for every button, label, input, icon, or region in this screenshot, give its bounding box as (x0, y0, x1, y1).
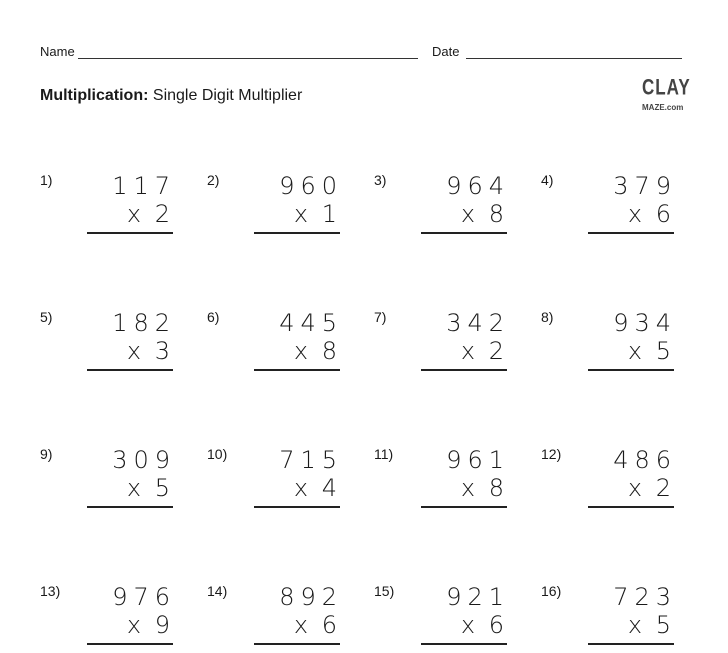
multiplier: x 5 (627, 611, 674, 639)
multiplicand: 723 (613, 583, 677, 611)
problem-13 (40, 583, 176, 653)
problem-10 (207, 446, 343, 516)
problem-number: 12) (541, 446, 562, 462)
multiplicand: 117 (112, 172, 176, 200)
multiplicand: 961 (446, 446, 510, 474)
multiplier: x 8 (460, 200, 507, 228)
multiplicand: 715 (279, 446, 343, 474)
multiplicand: 342 (446, 309, 510, 337)
logo-line2: MAZE.com (642, 103, 684, 112)
problem-number: 14) (207, 583, 228, 599)
answer-line[interactable] (421, 506, 507, 508)
page-title (40, 87, 302, 105)
claymaze-logo (642, 75, 691, 116)
problem-1 (40, 172, 176, 242)
multiplier: x 4 (293, 474, 340, 502)
answer-line[interactable] (254, 506, 340, 508)
multiplier: x 5 (126, 474, 173, 502)
date-field[interactable] (466, 58, 682, 59)
name-label: Name (40, 44, 75, 59)
problem-number: 6) (207, 309, 220, 325)
multiplicand: 921 (446, 583, 510, 611)
multiplicand: 445 (279, 309, 343, 337)
multiplier: x 6 (627, 200, 674, 228)
answer-line[interactable] (254, 643, 340, 645)
multiplier: x 3 (126, 337, 173, 365)
answer-line[interactable] (588, 369, 674, 371)
answer-line[interactable] (87, 232, 173, 234)
multiplier: x 2 (460, 337, 507, 365)
multiplier: x 8 (460, 474, 507, 502)
problem-9 (40, 446, 176, 516)
answer-line[interactable] (254, 369, 340, 371)
problem-15 (374, 583, 510, 653)
answer-line[interactable] (421, 643, 507, 645)
multiplicand: 976 (112, 583, 176, 611)
multiplier: x 5 (627, 337, 674, 365)
multiplicand: 960 (279, 172, 343, 200)
answer-line[interactable] (421, 232, 507, 234)
problem-7 (374, 309, 510, 379)
multiplicand: 379 (613, 172, 677, 200)
multiplier: x 2 (126, 200, 173, 228)
problem-2 (207, 172, 343, 242)
problem-number: 16) (541, 583, 562, 599)
answer-line[interactable] (588, 506, 674, 508)
answer-line[interactable] (87, 506, 173, 508)
multiplicand: 964 (446, 172, 510, 200)
problem-number: 10) (207, 446, 228, 462)
problem-8 (541, 309, 677, 379)
answer-line[interactable] (87, 643, 173, 645)
problem-number: 9) (40, 446, 53, 462)
problem-number: 15) (374, 583, 395, 599)
multiplier: x 1 (293, 200, 340, 228)
answer-line[interactable] (254, 232, 340, 234)
multiplier: x 2 (627, 474, 674, 502)
name-field[interactable] (78, 58, 418, 59)
multiplicand: 182 (112, 309, 176, 337)
multiplier: x 6 (293, 611, 340, 639)
title-bold: Multiplication: (40, 87, 149, 104)
problem-3 (374, 172, 510, 242)
problem-12 (541, 446, 677, 516)
problem-4 (541, 172, 677, 242)
problem-number: 4) (541, 172, 554, 188)
multiplier: x 6 (460, 611, 507, 639)
logo-line1: CLAY (642, 75, 691, 100)
problem-number: 7) (374, 309, 387, 325)
multiplicand: 892 (279, 583, 343, 611)
problem-16 (541, 583, 677, 653)
problem-14 (207, 583, 343, 653)
problem-number: 11) (374, 446, 394, 462)
problem-number: 5) (40, 309, 53, 325)
multiplicand: 309 (112, 446, 176, 474)
multiplicand: 486 (613, 446, 677, 474)
answer-line[interactable] (87, 369, 173, 371)
problem-6 (207, 309, 343, 379)
header-row (40, 44, 682, 62)
answer-line[interactable] (588, 643, 674, 645)
title-rest: Single Digit Multiplier (152, 87, 303, 104)
multiplier: x 9 (126, 611, 173, 639)
answer-line[interactable] (421, 369, 507, 371)
multiplicand: 934 (613, 309, 677, 337)
problem-5 (40, 309, 176, 379)
problem-11 (374, 446, 510, 516)
date-label: Date (432, 44, 460, 59)
problem-number: 3) (374, 172, 387, 188)
problem-number: 2) (207, 172, 220, 188)
multiplier: x 8 (293, 337, 340, 365)
answer-line[interactable] (588, 232, 674, 234)
problem-number: 8) (541, 309, 554, 325)
problem-number: 1) (40, 172, 53, 188)
problem-number: 13) (40, 583, 61, 599)
